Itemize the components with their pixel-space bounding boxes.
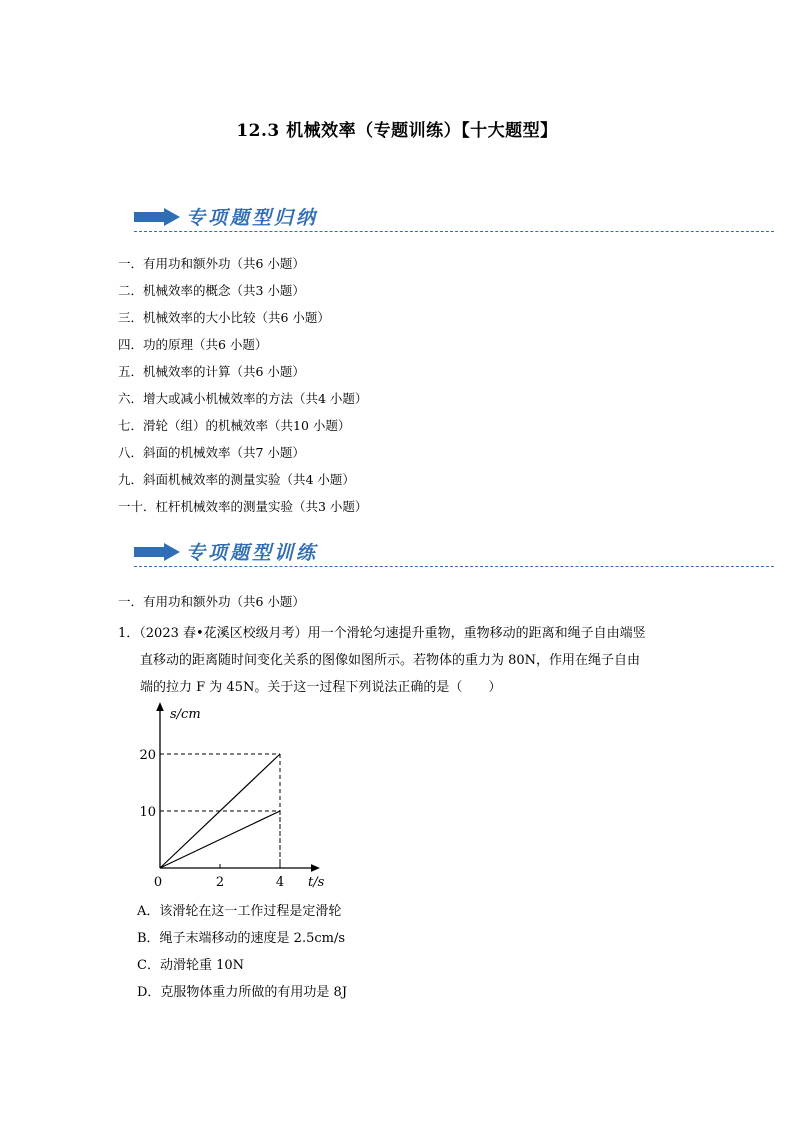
x-axis-label: t/s	[308, 875, 325, 890]
topic-item: 九．斜面机械效率的测量实验（共4 小题）	[118, 472, 355, 487]
topic-item: 七．滑轮（组）的机械效率（共10 小题）	[118, 418, 351, 433]
question-text-line: 1．（2023 春•花溪区校级月考）用一个滑轮匀速提升重物，重物移动的距离和绳子自由端竖	[118, 626, 646, 641]
series-line-2	[160, 811, 280, 868]
question-text-line: 直移动的距离随时间变化关系的图像如图所示。若物体的重力为 80N，作用在绳子自由	[140, 653, 641, 668]
arrow-right-icon	[134, 543, 180, 561]
banner-divider	[134, 566, 774, 567]
y-tick-label: 10	[139, 805, 156, 820]
x-tick-label: 0	[153, 875, 163, 890]
topic-item: 一．有用功和额外功（共6 小题）	[118, 256, 305, 271]
banner-divider	[134, 231, 774, 232]
topic-item: 八．斜面的机械效率（共7 小题）	[118, 445, 305, 460]
option-c[interactable]: C．动滑轮重 10N	[137, 958, 244, 973]
topic-item: 四．功的原理（共6 小题）	[118, 337, 268, 352]
question-1	[118, 620, 678, 701]
section-banner-training	[134, 537, 774, 567]
answer-options	[137, 898, 347, 1006]
distance-time-graph	[132, 702, 332, 894]
question-text-line: 端的拉力 F 为 45N。关于这一过程下列说法正确的是（ ）	[140, 680, 502, 695]
section-heading: 一．有用功和额外功（共6 小题）	[118, 594, 305, 609]
topic-item: 二．机械效率的概念（共3 小题）	[118, 283, 305, 298]
arrow-right-icon	[134, 208, 180, 226]
x-tick-label: 4	[275, 875, 285, 890]
plot-area	[139, 748, 284, 890]
banner-training-label: 专项题型训练	[186, 542, 319, 564]
x-tick-label: 2	[215, 875, 225, 890]
option-a[interactable]: A．该滑轮在这一工作过程是定滑轮	[137, 904, 342, 919]
topic-list	[118, 250, 367, 520]
topic-item: 一十．杠杆机械效率的测量实验（共3 小题）	[118, 499, 368, 514]
topic-item: 六．增大或减小机械效率的方法（共4 小题）	[118, 391, 368, 406]
banner-summary-label: 专项题型归纳	[186, 207, 319, 229]
y-tick-label: 20	[139, 748, 156, 763]
page-title: 12.3 机械效率（专题训练）【十大题型】	[236, 121, 558, 141]
option-b[interactable]: B．绳子末端移动的速度是 2.5cm/s	[137, 931, 346, 946]
topic-item: 三．机械效率的大小比较（共6 小题）	[118, 310, 330, 325]
section-banner-summary	[134, 202, 774, 232]
option-d[interactable]: D．克服物体重力所做的有用功是 8J	[137, 985, 348, 1000]
topic-item: 五．机械效率的计算（共6 小题）	[118, 364, 305, 379]
y-axis-label: s/cm	[170, 707, 201, 722]
